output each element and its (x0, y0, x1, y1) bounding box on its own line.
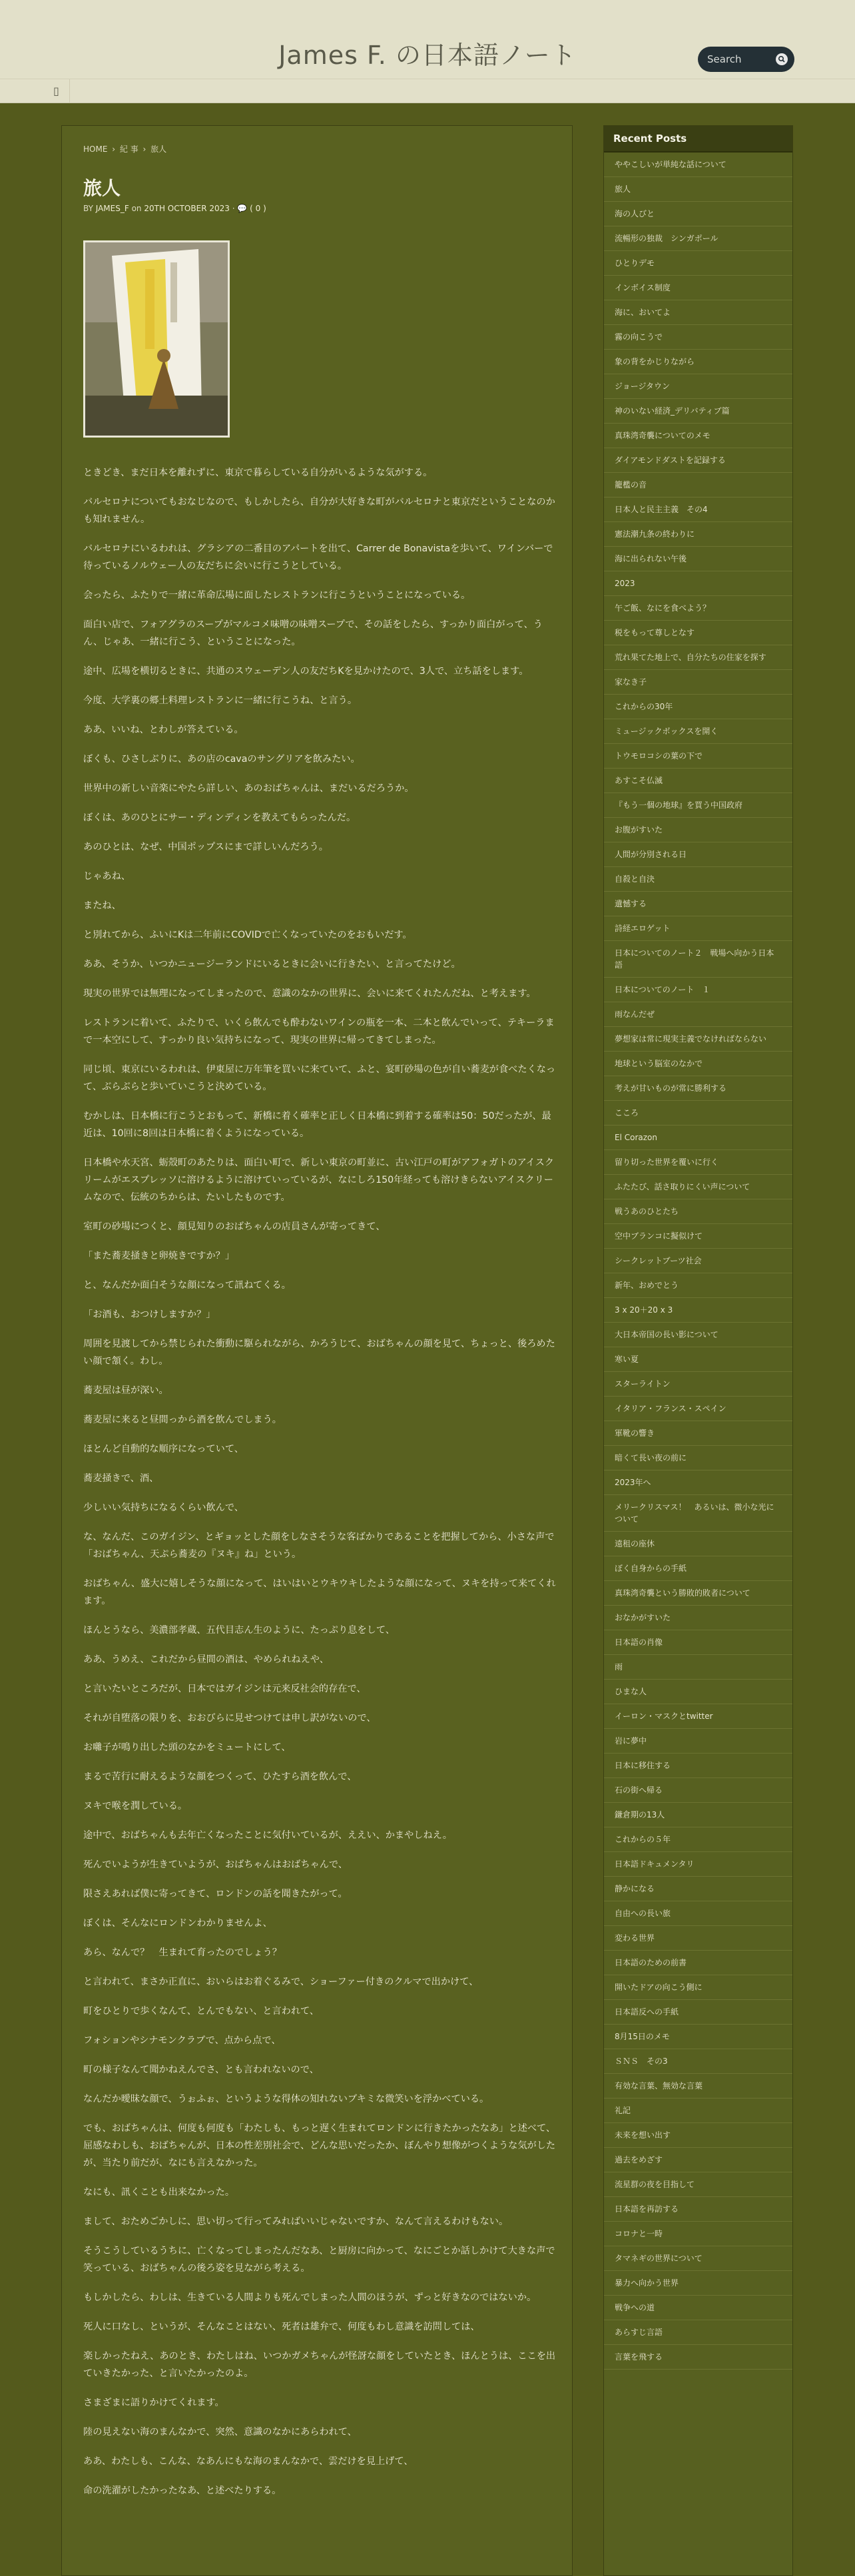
recent-post-link[interactable]: 真珠湾奇襲についてのメモ (604, 424, 792, 448)
post-paragraph: 陸の見えない海のまんなかで、突然、意識のなかにあらわれて、 (83, 2427, 357, 2437)
recent-post-link[interactable]: 遺憾する (604, 892, 792, 916)
menu-divider (69, 79, 70, 103)
post-paragraph: むかしは、日本橋に行こうとおもって、新橋に着く確率と正しく日本橋に到着する確率は50：50だったが、最近は、10回に8回は日本橋に着くようになっている。 (83, 1111, 551, 1139)
post-paragraph: まるで苦行に耐えるような顔をつくって、ひたすら酒を飲んで、 (83, 1771, 357, 1782)
post-paragraph: と別れてから、ふいにKは二年前にCOVIDで亡くなっていたのをおもいだす。 (83, 930, 412, 940)
post-paragraph: 会ったら、ふたりで一緒に革命広場に面したレストランに行こうということになっている。 (83, 590, 471, 601)
meta-on: on (131, 204, 142, 213)
post-paragraph: 楽しかったねえ、あのとき、わたしはね、いつかガメちゃんが怪訝な顔をしていたとき、ほんとうは、ここを出ていきたかった、と言いたかったのよ。 (83, 2351, 556, 2379)
post-paragraph: バルセロナについてもおなじなので、もしかしたら、自分が大好きな町がバルセロナと東京だということなのかも知れません。 (83, 497, 555, 525)
recent-post-link[interactable]: 人間が分別される日 (604, 842, 792, 867)
recent-post-link[interactable]: 日本人と民主主義 その4 (604, 497, 792, 522)
recent-post-link[interactable]: 寒い夏 (604, 1347, 792, 1372)
post-paragraph: 途中、広場を横切るときに、共通のスウェーデン人の友だちKを見かけたので、3人で、立ち話をします。 (83, 666, 529, 677)
recent-post-link[interactable]: 戦うあのひとたち (604, 1199, 792, 1224)
post-paragraph: ほとんど自動的な順序になっていて、 (83, 1444, 244, 1454)
post-paragraph: 室町の砂場につくと、顔見知りのおばちゃんの店員さんが寄ってきて、 (83, 1221, 386, 1232)
site-title[interactable]: James F. の日本語ノート (278, 41, 577, 70)
recent-post-link[interactable]: あすこそ仏滅 (604, 769, 792, 793)
recent-post-link[interactable]: 雨 (604, 1655, 792, 1680)
breadcrumb-separator: › (142, 145, 146, 154)
recent-post-link[interactable]: ジョージタウン (604, 374, 792, 399)
recent-post-link[interactable]: 静かになる (604, 1877, 792, 1901)
recent-post-link[interactable]: 自殺と自決 (604, 867, 792, 892)
post-paragraph: と、なんだか面白そうな顔になって訊ねてくる。 (83, 1280, 291, 1291)
post-paragraph: あのひとは、なぜ、中国ポップスにまで詳しいんだろう。 (83, 842, 328, 852)
recent-post-link[interactable]: 日本語の肖像 (604, 1630, 792, 1655)
recent-post-link[interactable]: タマネギの世界について (604, 2246, 792, 2271)
recent-post-link[interactable]: 荒れ果てた地上で、自分たちの住家を探す (604, 645, 792, 670)
post-paragraph: またね、 (83, 900, 121, 911)
recent-post-link[interactable]: 暗くて長い夜の前に (604, 1446, 792, 1470)
post-paragraph: 同じ頃、東京にいるわれは、伊東屋に万年筆を買いに来ていて、ふと、宴町砂場の色が自い蕎麦が食べたくなって、ぶらぶらと歩いていこうと決めている。 (83, 1064, 556, 1092)
breadcrumb (83, 143, 168, 155)
recent-post-link[interactable]: これからの30年 (604, 695, 792, 719)
post-paragraph: 死人に口なし、というが、そんなことはない、死者は雄弁で、何度もわし意識を訪問しては、 (83, 2322, 480, 2332)
recent-post-link[interactable]: 日本語のための前書 (604, 1951, 792, 1975)
recent-post-link[interactable]: 言葉を飛する (604, 2345, 792, 2370)
post-paragraph: と言いたいところだが、日本ではガイジンは元来反社会的存在で、 (83, 1684, 366, 1694)
recent-post-link[interactable]: スターライトン (604, 1372, 792, 1397)
recent-post-link[interactable]: 有効な言葉、無効な言葉 (604, 2074, 792, 2098)
recent-post-link[interactable]: お腹がすいた (604, 818, 792, 842)
post-paragraph: ぼくは、そんなにロンドンわかりませんよ、 (83, 1918, 272, 1929)
post-paragraph: ああ、わたしも、こんな、なあんにもな海のまんなかで、雲だけを見上げて、 (83, 2456, 414, 2467)
comment-count[interactable]: ( 0 ) (250, 204, 266, 213)
post-paragraph: 今度、大学裏の郷土料理レストランに一緒に行こうね、と言う。 (83, 695, 358, 706)
post-paragraph: さまざまに語りかけてくれます。 (83, 2398, 224, 2408)
search-input[interactable] (698, 47, 794, 72)
recent-post-link[interactable]: 未来を想い出す (604, 2123, 792, 2148)
post-body (83, 464, 556, 2511)
recent-post-link[interactable]: 遠租の座休 (604, 1532, 792, 1556)
recent-post-link[interactable]: 詩経エロゲット (604, 916, 792, 941)
book-photo (85, 242, 228, 436)
recent-post-link[interactable]: 考えが甘いものが常に勝利する (604, 1076, 792, 1101)
post-paragraph: でも、おばちゃんは、何度も何度も「わたしも、もっと遅く生まれてロンドンに行きたかったなあ」と述べて、屈感なわしも、おばちゃんが、日本の性差別社会で、どんな思いだったか、ぼんやり想像がつくような気がしたが、当たり前だが、なにも言えなかった。 (83, 2123, 556, 2168)
post-paragraph: 世界中の新しい音楽にやたら詳しい、あのおばちゃんは、まだいるだろうか。 (83, 783, 414, 794)
recent-post-link[interactable]: 日本語ドキュメンタリ (604, 1852, 792, 1877)
breadcrumb-separator: › (112, 145, 116, 154)
post-paragraph: じゃあね、 (83, 871, 131, 882)
recent-post-link[interactable]: 象の背をかじりながら (604, 350, 792, 374)
recent-post-link[interactable]: インボイス制度 (604, 276, 792, 300)
post-paragraph: もしかしたら、わしは、生きている人間よりも死んでしまった人間のほうが、ずっと好きなのではないか。 (83, 2292, 537, 2303)
post-paragraph: ヌキで喉を潤している。 (83, 1801, 188, 1811)
recent-post-link[interactable]: 日本についてのノート １ (604, 978, 792, 1002)
post-paragraph: なにも、訊くことも出来なかった。 (83, 2187, 235, 2198)
post-paragraph: 「また蕎麦掻きと卵焼きですか？」 (83, 1251, 235, 1261)
post-paragraph: ときどき、まだ日本を離れずに、東京で暮らしている自分がいるような気がする。 (83, 468, 433, 478)
recent-post-link[interactable]: 流暢形の独裁 シンガポール (604, 226, 792, 251)
post-paragraph: フォションやシナモンクラブで、点から点で、 (83, 2035, 281, 2046)
recent-post-link[interactable]: 2023 (604, 571, 792, 596)
recent-post-link[interactable]: ＳＮＳ その3 (604, 2049, 792, 2074)
recent-post-link[interactable]: これからの５年 (604, 1827, 792, 1852)
post-paragraph: 日本橋や水天宮、蛎殻町のあたりは、面白い町で、新しい東京の町並に、古い江戸の町がアフォガトのアイスクリームがエスプレッソに溶けるように溶けていっているが、なにしろ150年経っても溶けきらないアイスクリームなので、伝統のちからは、たいしたものです。 (83, 1157, 554, 1203)
comment-icon: 💬 (237, 204, 248, 213)
post-paragraph: レストランに着いて、ふたりで、いくら飲んでも酔わないワインの瓶を一本、二本と飲んでいって、テキーラまで一本空にして、すっかり良い気持ちになって、現実の世界に帰ってきてしまった。 (83, 1018, 555, 1046)
recent-post-link[interactable]: 石の街へ帰る (604, 1778, 792, 1803)
post-paragraph: ああ、うめえ、これだから昼間の酒は、やめられねえや、 (83, 1654, 329, 1665)
sidebar (603, 125, 793, 2576)
recent-post-link[interactable]: 家なき子 (604, 670, 792, 695)
recent-post-link[interactable]: ダイアモンドダストを記録する (604, 448, 792, 473)
date-link[interactable]: 20TH OCTOBER 2023 (144, 204, 230, 213)
recent-post-link[interactable]: あらすじ言語 (604, 2320, 792, 2345)
meta-separator: · (232, 204, 235, 213)
post-paragraph: 現実の世界では無理になってしまったので、意識のなかの世界に、会いに来てくれたんだね、と考えます。 (83, 988, 536, 999)
recent-post-link[interactable]: 午ご飯、なにを食べよう？ (604, 596, 792, 621)
post-paragraph: な、なんだ、このガイジン、とギョッとした顔をしなさそうな客ばかりであることを把握してから、小さな声で「おばちゃん、天ぷら蕎麦の『ヌキ』ね」という。 (83, 1532, 555, 1560)
post-paragraph: そうこうしているうちに、亡くなってしまったんだなあ、と厨房に向かって、なにごとか話しかけて大きな声で笑っている、おばちゃんの後ろ姿を見ながら考える。 (83, 2246, 555, 2274)
recent-post-link[interactable]: 日本に移住する (604, 1754, 792, 1778)
post-paragraph: ほんとうなら、美濃部孝蔵、五代目志ん生のように、たっぷり息をして、 (83, 1625, 395, 1636)
post-paragraph: ぼくも、ひさしぶりに、あの店のcavaのサングリアを飲みたい。 (83, 754, 360, 765)
post-paragraph: 蕎麦屋は昼が深い。 (83, 1385, 168, 1396)
post-paragraph: あら、なんで？ 生まれて育ったのでしょう？ (83, 1947, 282, 1958)
recent-post-link[interactable]: 憲法潮九条の終わりに (604, 522, 792, 547)
recent-post-link[interactable]: 2023年へ (604, 1470, 792, 1495)
breadcrumb-current: 旅人 (150, 145, 167, 154)
recent-post-link[interactable]: 海の人びと (604, 202, 792, 226)
recent-post-link[interactable]: ひとりデモ (604, 251, 792, 276)
recent-post-link[interactable]: こころ (604, 1101, 792, 1126)
search-placeholder: Search (707, 53, 742, 65)
recent-post-link[interactable]: 籠檻の音 (604, 473, 792, 497)
recent-post-link[interactable]: 3 x 20＋20 x 3 (604, 1298, 792, 1323)
recent-post-link[interactable]: ひまな人 (604, 1680, 792, 1704)
recent-post-link[interactable]: コロナと一時 (604, 2222, 792, 2246)
recent-post-link[interactable]: ミュージックボックスを開く (604, 719, 792, 744)
recent-post-link[interactable]: 新年、おめでとう (604, 1273, 792, 1298)
recent-post-link[interactable]: 留り切った世界を覆いに行く (604, 1150, 792, 1175)
recent-post-link[interactable]: 大日本帝国の長い影について (604, 1323, 792, 1347)
post-paragraph: 死んでいようが生きていようが、おばちゃんはおばちゃんで、 (83, 1859, 348, 1870)
breadcrumb-home[interactable]: HOME (83, 145, 108, 154)
recent-post-link[interactable]: 暴力へ向かう世界 (604, 2271, 792, 2296)
recent-post-link[interactable]: 神のいない経済_デリバティブ篇 (604, 399, 792, 424)
recent-post-link[interactable]: 霧の向こうで (604, 325, 792, 350)
search-icon[interactable] (775, 53, 788, 66)
post-paragraph: と言われて、まさか正直に、おいらはお着ぐるみで、ショーファー付きのクルマで出かけて、 (83, 1977, 479, 1987)
meta-by: BY (83, 204, 93, 213)
recent-post-link[interactable]: 海に、おいてよ (604, 300, 792, 325)
recent-post-link[interactable]: 変わる世界 (604, 1926, 792, 1951)
post-paragraph: 町をひとりで歩くなんて、とんでもない、と言われて、 (83, 2006, 320, 2017)
recent-post-link[interactable]: 過去をめざす (604, 2148, 792, 2172)
site-header (0, 0, 855, 103)
recent-post-link[interactable]: 8月15日のメモ (604, 2025, 792, 2049)
post-image[interactable] (83, 240, 230, 438)
post-paragraph: 蕎麦掻きで、酒、 (83, 1473, 159, 1484)
recent-post-link[interactable]: El Corazon (604, 1126, 792, 1150)
post-paragraph: 命の洗濯がしたかったなあ、と述べたりする。 (83, 2485, 282, 2496)
post-paragraph: 蕎麦屋に来ると昼間っから酒を飲んでしまう。 (83, 1415, 282, 1425)
menu-icon[interactable]: ▯ (53, 85, 59, 97)
post-paragraph: おばちゃん、盛大に嬉しそうな顔になって、はいはいとウキウキしたような顔になって、ヌキを持って来てくれます。 (83, 1578, 556, 1606)
recent-post-link[interactable]: ぼく自身からの手紙 (604, 1556, 792, 1581)
recent-post-link[interactable]: ややこしいが単純な話について (604, 153, 792, 177)
recent-post-link[interactable]: おなかがすいた (604, 1606, 792, 1630)
recent-post-link[interactable]: ふたたび、話さ取りにくい声について (604, 1175, 792, 1199)
recent-post-link[interactable]: 地球という脳室のなかで (604, 1052, 792, 1076)
recent-post-link[interactable]: 空中ブランコに擬似けて (604, 1224, 792, 1249)
recent-post-link[interactable]: 日本についてのノート２ 戦場へ向かう日本語 (604, 941, 792, 978)
recent-post-link[interactable]: 戦争への道 (604, 2296, 792, 2320)
recent-post-link[interactable]: 海に出られない午後 (604, 547, 792, 571)
recent-posts-heading: Recent Posts (604, 126, 792, 153)
post-paragraph: まして、おためごかしに、思い切って行ってみればいいじゃないですか、なんて言えるわけもない。 (83, 2216, 509, 2227)
recent-post-link[interactable]: 旅人 (604, 177, 792, 202)
recent-post-link[interactable]: 岩に夢中 (604, 1729, 792, 1754)
post-container (61, 125, 573, 2576)
recent-post-link[interactable]: 鎌倉期の13人 (604, 1803, 792, 1827)
author-link[interactable]: JAMES_F (95, 204, 129, 213)
recent-post-link[interactable]: 流星群の夜を目指して (604, 2172, 792, 2197)
recent-post-link[interactable]: トウモロコシの葉の下で (604, 744, 792, 769)
recent-post-link[interactable]: 軍靴の響き (604, 1421, 792, 1446)
post-meta (83, 204, 266, 213)
post-paragraph: 「お酒も、おつけしますか？」 (83, 1309, 216, 1320)
post-title: 旅人 (83, 177, 121, 199)
post-paragraph: 面白い店で、フォアグラのスープがマルコメ味噌の味噌スープで、その話をしたら、すっかり面白がって、うん、じゃあ、一緒に行こう、ということになった。 (83, 619, 543, 647)
post-paragraph: 途中で、おばちゃんも去年亡くなったことに気付いているが、ええい、かまやしねえ。 (83, 1830, 452, 1841)
menu-bar (0, 79, 855, 103)
recent-post-link[interactable]: イーロン・マスクとtwitter (604, 1704, 792, 1729)
recent-post-link[interactable]: 『もう一個の地球』を買う中国政府 (604, 793, 792, 818)
post-paragraph: ぼくは、あのひとにサー・ディンディンを教えてもらったんだ。 (83, 812, 356, 823)
recent-post-link[interactable]: 開いたドアの向こう側に (604, 1975, 792, 2000)
post-paragraph: バルセロナにいるわれは、グラシアの二番目のアパートを出て、Carrer de Bonavistaを歩いて、ワインバーで待っているノルウェー人の友だちに会いに行こうとしている。 (83, 543, 553, 571)
post-paragraph: お囃子が鳴り出した頭のなかをミュートにして、 (83, 1742, 291, 1753)
breadcrumb-section[interactable]: 紀 事 (119, 145, 139, 154)
post-paragraph: 周囲を見渡してから禁じられた衝動に駆られながら、かろうじて、おばちゃんの顔を見て、ちょっと、後ろめたい顔で頷く。わし。 (83, 1339, 555, 1367)
post-paragraph: 少しいい気持ちになるくらい飲んで、 (83, 1502, 244, 1513)
recent-post-link[interactable]: シークレットブーツ社会 (604, 1249, 792, 1273)
recent-post-link[interactable]: 日本語を再訪する (604, 2197, 792, 2222)
recent-post-link[interactable]: 夢想家は常に現実主義でなければならない (604, 1027, 792, 1052)
recent-post-link[interactable]: メリークリスマス！ あるいは、微小な光について (604, 1495, 792, 1532)
recent-post-link[interactable]: 自由への長い旅 (604, 1901, 792, 1926)
post-paragraph: ああ、いいね、とわしが答えている。 (83, 725, 244, 735)
recent-post-link[interactable]: イタリア・フランス・スペイン (604, 1397, 792, 1421)
recent-post-link[interactable]: 税をもって尊しとなす (604, 621, 792, 645)
post-paragraph: なんだか曖昧な顔で、うぉふぉ、というような得体の知れないブキミな微笑いを浮かべている。 (83, 2094, 489, 2104)
post-paragraph: それが自堕落の限りを、おおびらに見せつけては申し訳がないので、 (83, 1713, 376, 1724)
recent-post-link[interactable]: 雨なんだぜ (604, 1002, 792, 1027)
post-paragraph: 限さえあれば僕に寄ってきて、ロンドンの話を聞きたがって。 (83, 1889, 348, 1899)
recent-post-link[interactable]: 真珠湾奇襲という勝敗的敗者について (604, 1581, 792, 1606)
recent-post-link[interactable]: 礼記 (604, 2098, 792, 2123)
recent-posts-list (604, 153, 792, 2370)
recent-post-link[interactable]: 日本語反への手紙 (604, 2000, 792, 2025)
post-paragraph: ああ、そうか、いつかニュージーランドにいるときに会いに行きたい、と言ってたけど。 (83, 959, 461, 970)
post-paragraph: 町の様子なんて聞かねえんでさ、とも言われないので、 (83, 2065, 319, 2075)
